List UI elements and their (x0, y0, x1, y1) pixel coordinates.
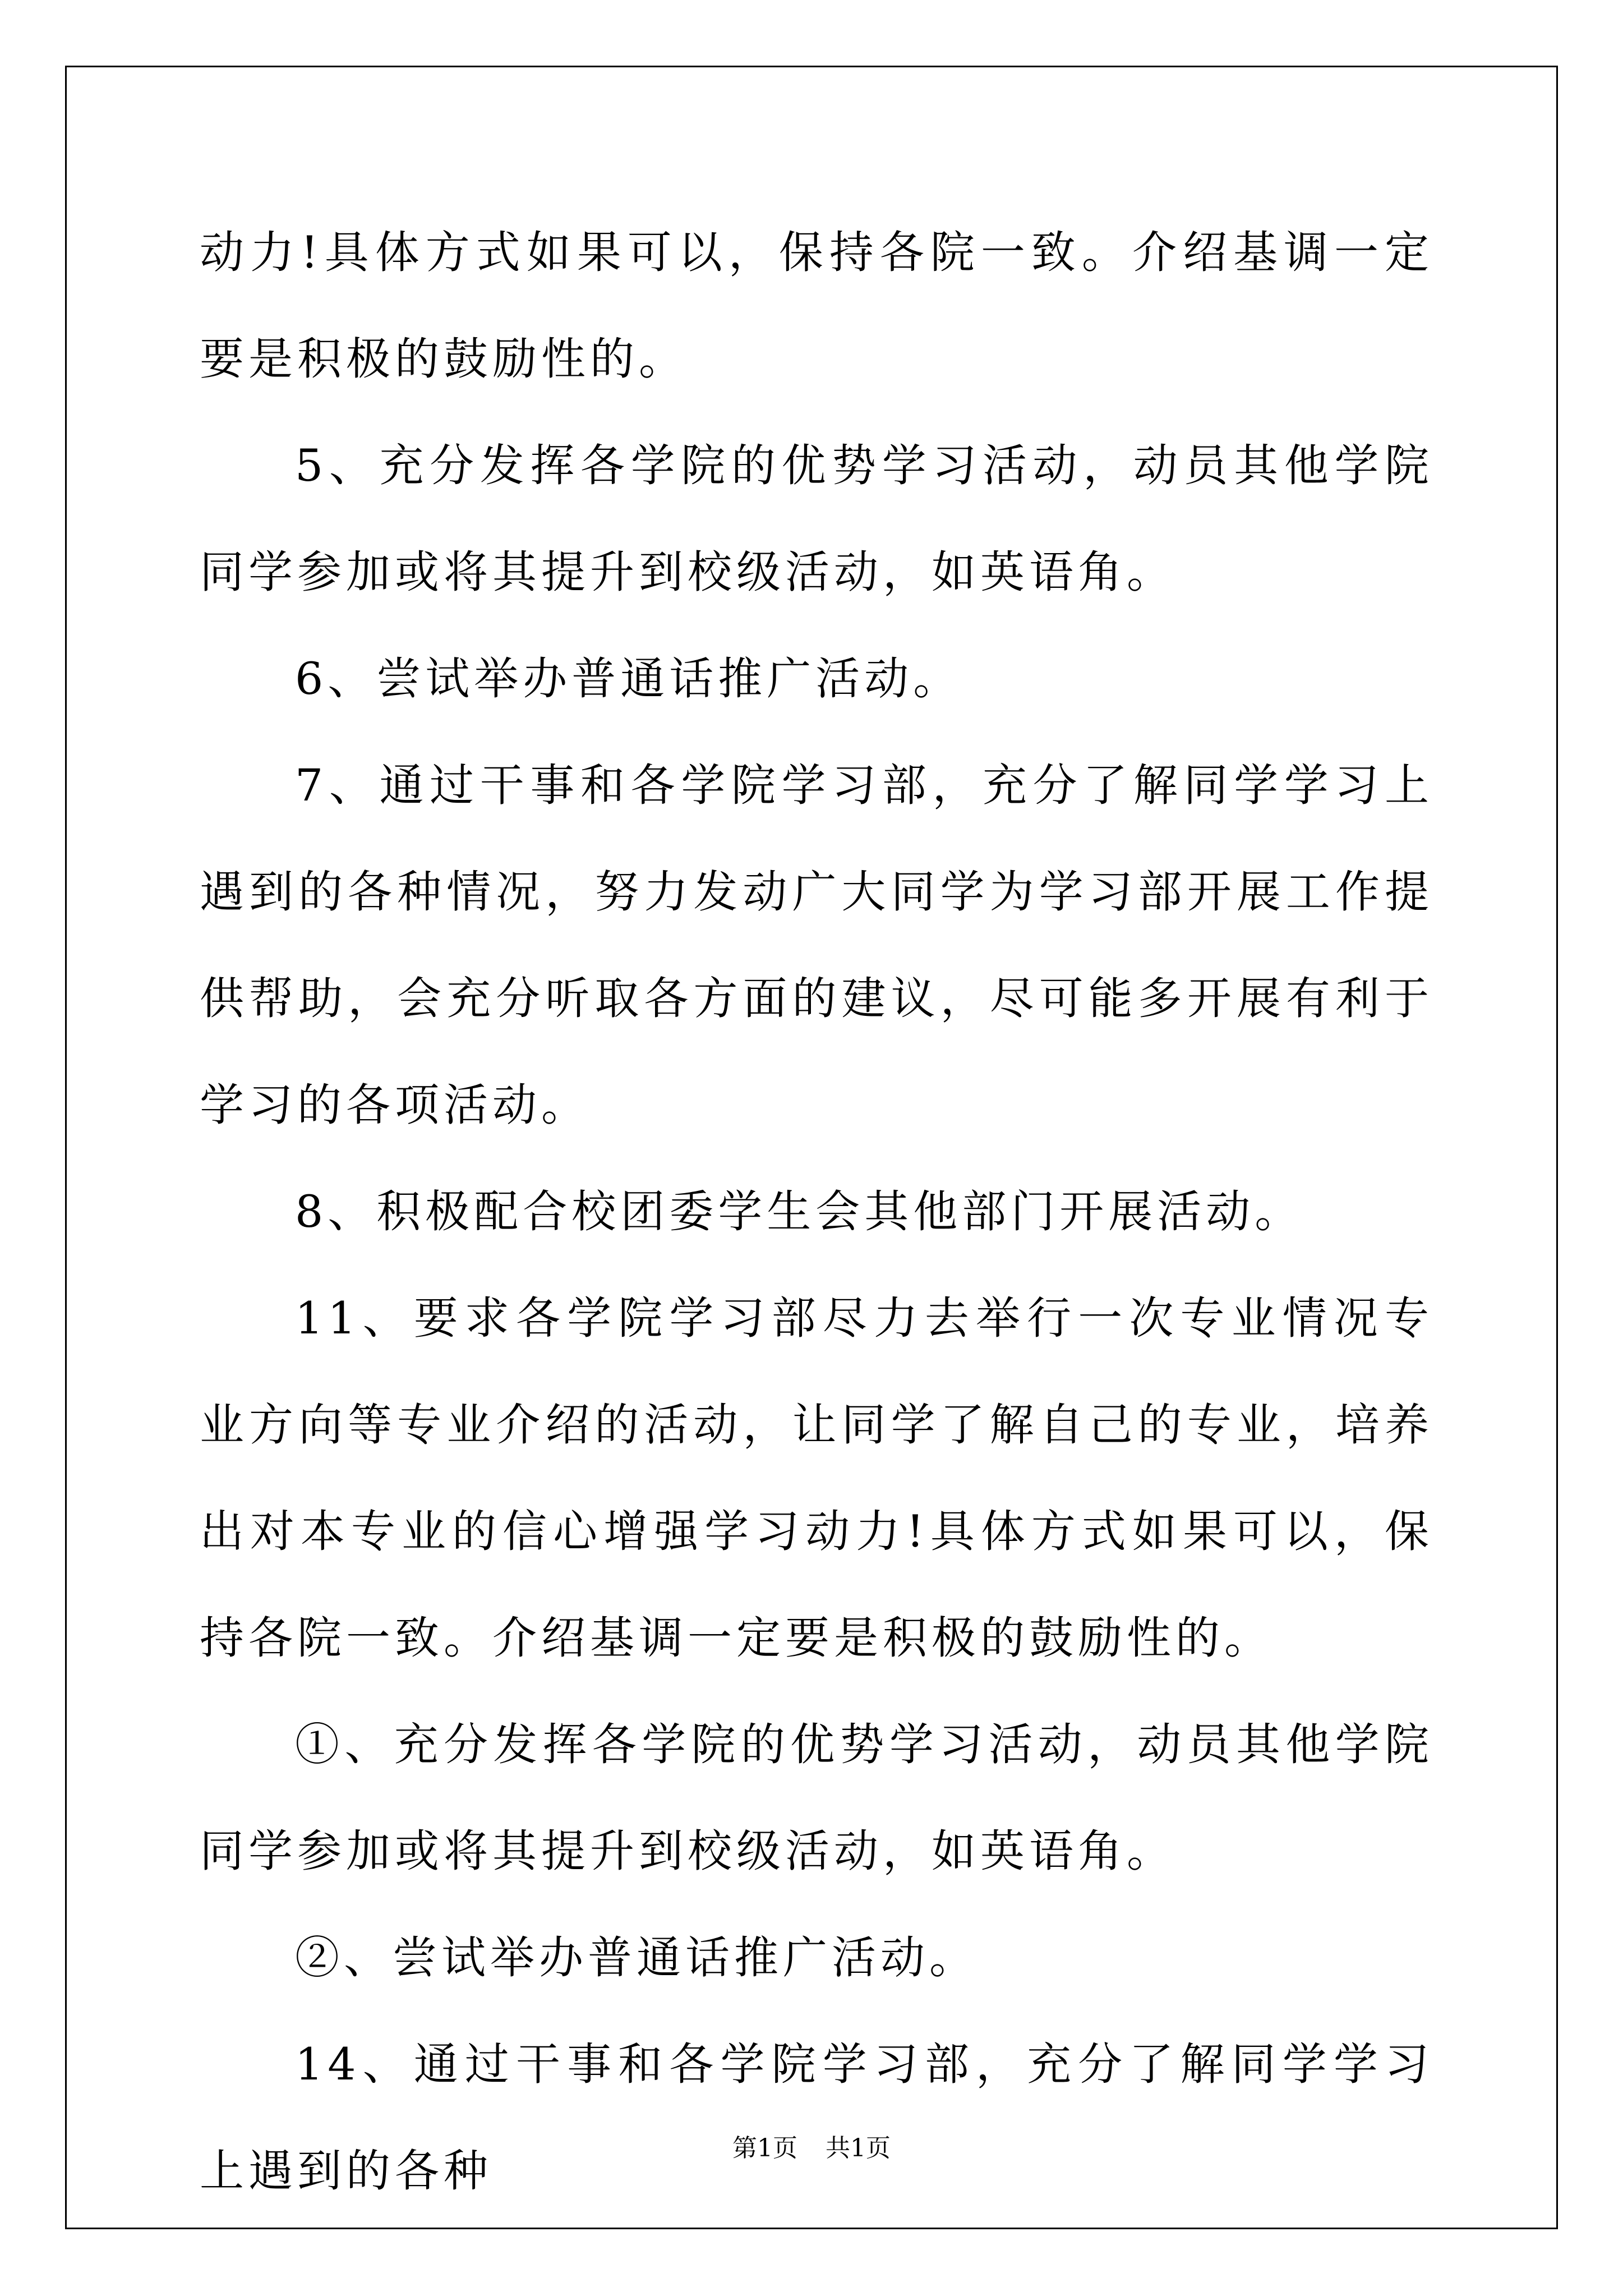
paragraph-7: ①、充分发挥各学院的优势学习活动，动员其他学院同学参加或将其提升到校级活动，如英语角。 (200, 1719, 1433, 1877)
document-body (200, 199, 1433, 2224)
paragraph-8: ②、尝试举办普通话推广活动。 (295, 1932, 978, 1984)
page-footer (0, 2132, 1623, 2165)
page-number: 第1页 (732, 2134, 797, 2162)
paragraph-5: 8、积极配合校团委学生会其他部门开展活动。 (295, 1186, 1304, 1237)
paragraph-4: 7、通过干事和各学院学习部，充分了解同学学习上遇到的各种情况，努力发动广大同学为学习部开展工作提供帮助，会充分听取各方面的建议，尽可能多开展有利于学习的各项活动。 (200, 760, 1433, 1131)
paragraph-9: 14、通过干事和各学院学习部，充分了解同学学习上遇到的各种 (200, 2039, 1433, 2197)
paragraph-6: 11、要求各学院学习部尽力去举行一次专业情况专业方向等专业介绍的活动，让同学了解自己的专业，培养出对本专业的信心增强学习动力!具体方式如果可以，保持各院一致。介绍基调一定要是积极的鼓励性的。 (200, 1292, 1433, 1664)
paragraph-2: 5、充分发挥各学院的优势学习活动，动员其他学院同学参加或将其提升到校级活动，如英语角。 (200, 440, 1433, 598)
page-total: 共1页 (826, 2134, 891, 2162)
paragraph-1: 动力!具体方式如果可以，保持各院一致。介绍基调一定要是积极的鼓励性的。 (200, 227, 1433, 385)
paragraph-3: 6、尝试举办普通话推广活动。 (295, 653, 962, 705)
